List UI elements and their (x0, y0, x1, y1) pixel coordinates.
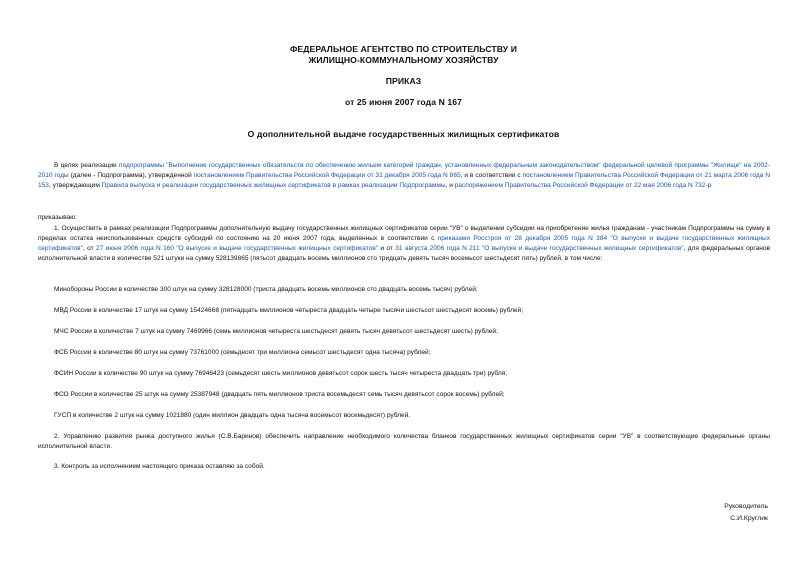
preamble-text-3: , и в соответствии с (460, 171, 523, 179)
document-type: ПРИКАЗ (385, 76, 422, 86)
preamble-text-1: В целях реализации (54, 162, 119, 169)
item-1-text-1: 1. Осуществить в рамках реализации Подпрограммы дополнительную выдачу государственных жилищных сертификатов серии "УВ" о выделении субсидии на приобретение жилья гражданам - участникам Подпрограммы на сумму в пределах остатка неиспользованных средств субсидий по состоянию на 20 июня 2007 года, выделенных в соответствии с (38, 225, 770, 242)
item-1-text-2: , от (82, 244, 96, 252)
preamble-text-5: , и (445, 181, 455, 189)
preamble-paragraph (38, 161, 770, 191)
item-2-paragraph: 2. Управлению развития рынка доступного жилья (С.В.Баринов) обеспечить направление необходимого количества бланков государственных жилищных сертификатов серии "УВ" в соответствующие федеральные органы исполнительной власти. (38, 433, 770, 450)
allocation-item: Минобороны России в количестве 300 штук на сумму 328128000 (триста двадцать восемь миллионов сто двадцать восемь тысяч) рублей; (54, 286, 478, 293)
signature-position: Руководитель (724, 503, 768, 510)
allocation-item: МВД России в количестве 17 штук на сумму 15424668 (пятнадцать миллионов четыреста двадцать четыре тысячи шестьсот шестьдесят восемь) рублей; (54, 307, 524, 314)
allocation-item: ФСБ России в количестве 80 штук на сумму 73761000 (семьдесят три миллиона семьсот шестьдесят одна тысяча) рублей; (54, 349, 431, 356)
allocation-item: ФСО России в количестве 25 штук на сумму 25387948 (двадцать пять миллионов триста восемьдесят семь тысяч девятьсот сорок восемь) рублей; (54, 391, 505, 398)
preamble-text-4: , утверждающим (48, 181, 102, 189)
item-1-paragraph (38, 224, 770, 264)
item-1-text-4: , для федеральных органов исполнительной власти в количестве 521 штуки на сумму 528139865 (пятьсот двадцать восемь миллионов сто тридцать девять тысяч восемьсот шестьдесят пять) рублей, в том числе: (38, 244, 770, 262)
order-384-link[interactable]: приказами Росстроя от 28 декабря 2005 года N 384 "О выпуске и выдаче государственных жилищных сертификатов" (38, 234, 770, 252)
preamble-text-2: (далее - Подпрограмма), утвержденной (68, 171, 194, 179)
order-732r-link[interactable]: распоряжением Правительства Российской Федерации от 22 мая 2006 года N 732-р (454, 181, 712, 189)
document-title: О дополнительной выдаче государственных жилищных сертификатов (247, 129, 560, 139)
document-date: от 25 июня 2007 года N 167 (344, 97, 463, 107)
rules-link[interactable]: Правила выпуска и реализации государственных жилищных сертификатов в рамках реализации Подпрограммы (101, 181, 446, 189)
item-3-paragraph: 3. Контроль за исполнением настоящего приказа оставляю за собой. (54, 463, 265, 470)
resolution-865-link[interactable]: постановлением Правительства Российской Федерации от 31 декабря 2005 года N 865 (193, 171, 461, 179)
agency-line-1: ФЕДЕРАЛЬНОЕ АГЕНТСТВО ПО СТРОИТЕЛЬСТВУ И (290, 44, 517, 54)
item-1-text-3: и от (378, 244, 396, 252)
agency-line-2: ЖИЛИЩНО-КОММУНАЛЬНОМУ ХОЗЯЙСТВУ (308, 55, 499, 65)
resolution-153-link[interactable]: постановлением Правительства Российской Федерации от 21 марта 2006 года N 153 (38, 171, 771, 189)
allocation-item: ФСИН России в количестве 90 штук на сумму 76946423 (семьдесят шесть миллионов девятьсот сорок шесть тысяч четыреста двадцать три) рубля; (54, 370, 508, 377)
order-211-link[interactable]: 31 августа 2006 года N 211 "О выпуске и выдаче государственных жилищных сертификатов" (395, 244, 684, 252)
subprogram-link[interactable]: подпрограммы "Выполнение государственных обязательств по обеспечению жильем категорий граждан, установленных федеральным законодательством" федеральной целевой программы "Жилище" на 2002-2010 годы (38, 162, 770, 179)
signature-name: С.И.Круглик (730, 515, 768, 522)
prikazyvayu-label: приказываю: (38, 214, 77, 221)
allocation-item: ГУСП в количестве 2 штук на сумму 1021880 (один миллион двадцать одна тысяча восемьсот восемьдесят) рублей. (54, 412, 411, 419)
order-160-link[interactable]: 27 июня 2006 года N 160 "О выпуске и выдаче государственных жилищных сертификатов" (95, 244, 379, 252)
allocation-item: МЧС России в количестве 7 штук на сумму 7469966 (семь миллионов четыреста шестьдесят девять тысяч девятьсот шестьдесят шесть) рублей; (54, 328, 498, 335)
